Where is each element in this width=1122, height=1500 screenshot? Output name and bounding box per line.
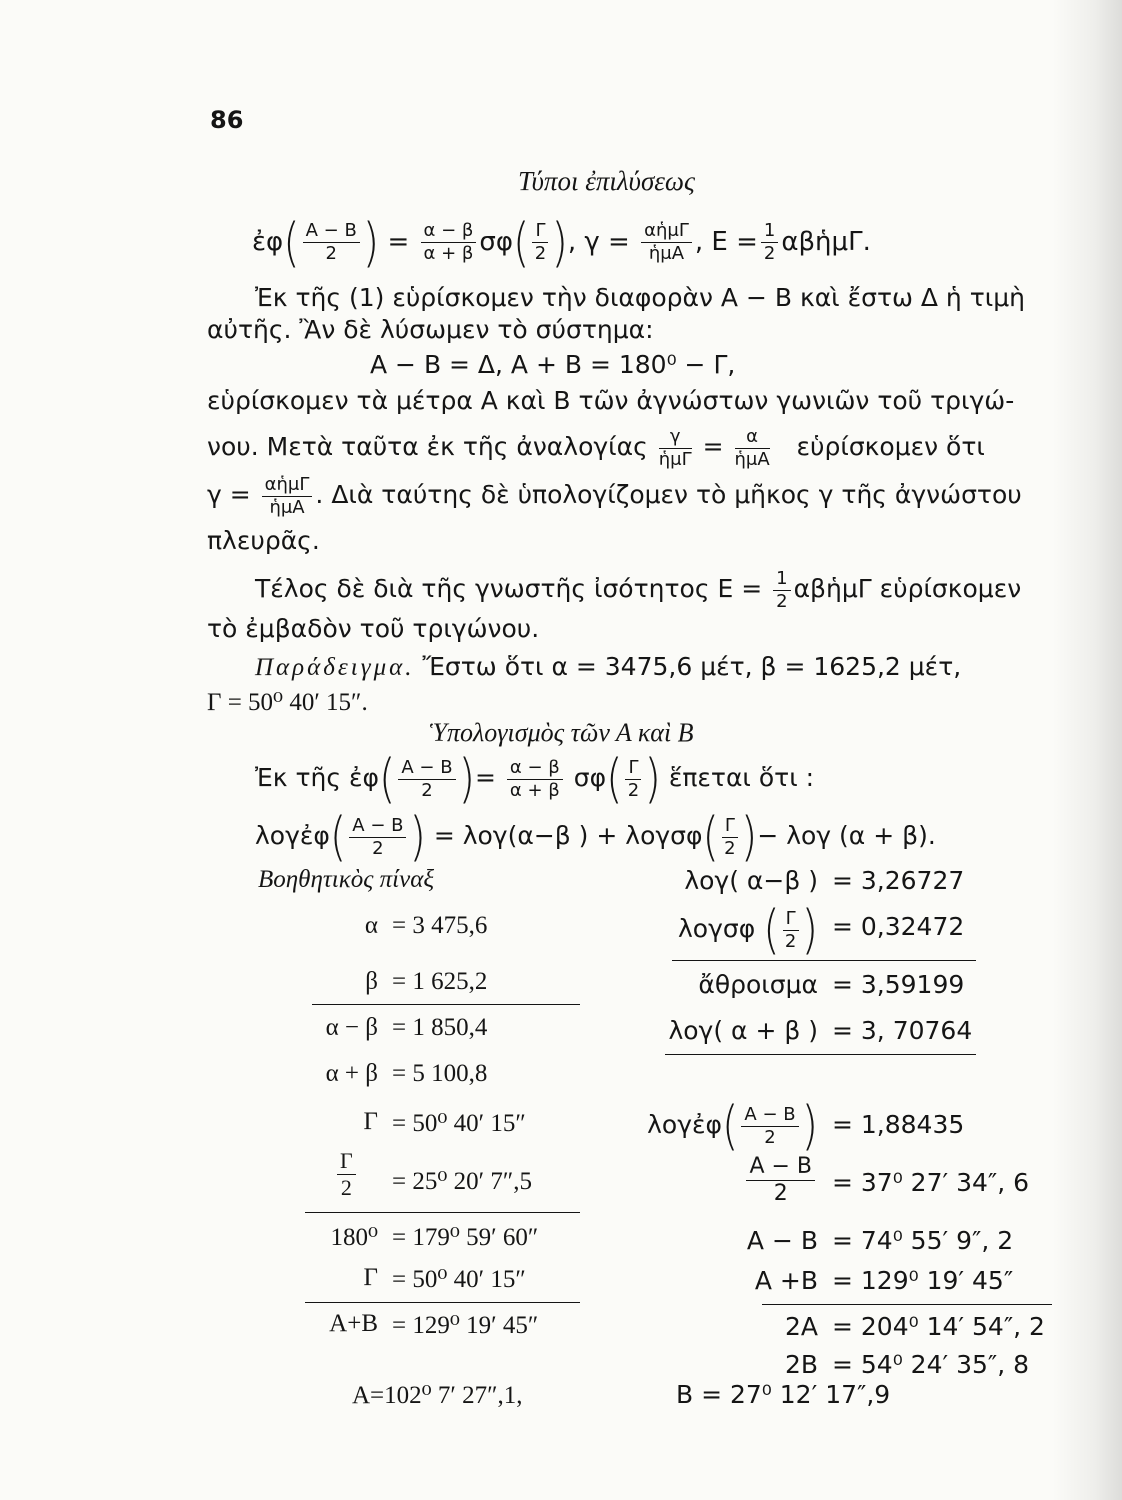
- fraction-denominator: ἡμΓ: [658, 448, 692, 470]
- line-text: ἕπεται ὅτι :: [668, 763, 815, 792]
- right-label-log-tan: [647, 1094, 818, 1156]
- paren-right: ): [362, 211, 380, 273]
- right-label: λογ( α−β ): [684, 866, 818, 895]
- fraction-denominator: 2: [325, 243, 337, 264]
- left-label-fraction: [334, 1150, 359, 1199]
- paren-left: (: [763, 898, 780, 960]
- para1-line6: πλευρᾶς.: [207, 526, 320, 555]
- area-lhs: , Ε =: [694, 227, 758, 257]
- fraction-denominator: ἡμΑ: [734, 448, 770, 470]
- fraction-denominator: α + β: [509, 779, 560, 801]
- right-label: λογ( α + β ): [668, 1016, 818, 1045]
- formula-line: [252, 212, 871, 272]
- right-value: = 129⁰ 19′ 45″: [832, 1266, 1014, 1295]
- right-label-fraction: [743, 1156, 818, 1205]
- right-value: = 74⁰ 55′ 9″, 2: [832, 1226, 1014, 1255]
- fraction-numerator: γ: [659, 428, 692, 449]
- fraction-half: [773, 567, 790, 612]
- fraction-diff-sum: [507, 756, 563, 801]
- fraction-diff-sum: [421, 222, 477, 263]
- para2-line2: τὸ ἐμβαδὸν τοῦ τριγώνου.: [207, 614, 540, 643]
- section-heading: Τύποι ἐπιλύσεως: [518, 166, 695, 196]
- fraction-gamma-half: [532, 222, 548, 263]
- fraction-denominator: 2: [776, 590, 788, 612]
- fraction-numerator: Γ: [337, 1150, 356, 1175]
- para1-line3: εὑρίσκομεν τὰ μέτρα Α καὶ Β τῶν ἀγνώστων γωνιῶν τοῦ τριγώ-: [207, 386, 1015, 415]
- right-value: = 3, 70764: [832, 1016, 973, 1045]
- paren-left: (: [606, 747, 623, 809]
- fraction-denominator: 2: [764, 1126, 776, 1148]
- log-tan-symbol: λογἐφ: [255, 821, 330, 850]
- paren-left: (: [513, 211, 530, 273]
- result-angle-A: Α=102⁰ 7′ 27″,1,: [352, 1382, 523, 1409]
- right-value: = 1,88435: [832, 1110, 965, 1139]
- line-text: Τέλος δὲ διὰ τῆς γνωστῆς ἰσότητος Ε =: [255, 574, 763, 603]
- ratio-gamma-sin: [658, 425, 692, 470]
- fraction-numerator: Α − Β: [398, 759, 455, 780]
- left-value: = 25⁰ 20′ 7″,5: [392, 1168, 533, 1195]
- fraction-numerator: Α − Β: [746, 1156, 815, 1181]
- left-value: = 3 475,6: [392, 912, 488, 939]
- para2-line1: [255, 562, 1021, 616]
- left-value: = 5 100,8: [392, 1060, 488, 1087]
- fraction-ab-half: [746, 1156, 815, 1205]
- left-label: α + β: [325, 1060, 378, 1087]
- cot-symbol: σφ: [479, 227, 514, 257]
- para1-line4: [207, 420, 985, 474]
- gamma-lhs: , γ =: [567, 227, 630, 257]
- divider-line: [305, 1212, 580, 1213]
- fraction-gamma: [262, 473, 313, 518]
- fraction-denominator: 2: [421, 779, 433, 801]
- right-value: = 37⁰ 27′ 34″, 6: [832, 1168, 1030, 1197]
- fraction-ab-half: [741, 1103, 798, 1148]
- right-label: Α +Β: [754, 1266, 818, 1295]
- left-value: = 129⁰ 19′ 45″: [392, 1312, 539, 1339]
- divider-line: [665, 1054, 976, 1055]
- paren-left: (: [283, 211, 300, 273]
- paren-right: ): [409, 805, 426, 867]
- fraction-numerator: Γ: [783, 910, 799, 931]
- left-value: = 1 625,2: [392, 968, 488, 995]
- fraction-gamma-half: [625, 756, 641, 801]
- paren-left: (: [702, 805, 719, 867]
- fraction-ab-half: [398, 756, 455, 801]
- page-number: 86: [210, 106, 244, 134]
- para1-line1: Ἐκ τῆς (1) εὑρίσκομεν τὴν διαφορὰν Α − Β καὶ ἔστω Δ ἡ τιμὴ: [255, 283, 1025, 312]
- calc-from-line: [255, 748, 814, 808]
- left-label: Α+Β: [329, 1310, 378, 1337]
- fraction-numerator: Γ: [722, 817, 738, 838]
- gamma-lhs: γ =: [207, 480, 251, 509]
- right-label: ἄθροισμα: [698, 970, 818, 999]
- fraction-ab-half: [303, 222, 360, 263]
- log-cot-symbol: λογσφ: [678, 914, 756, 943]
- tan-symbol: ἐφ: [252, 227, 284, 257]
- para1-line5: [207, 468, 1022, 522]
- fraction-half: [761, 222, 778, 263]
- left-label: β: [365, 968, 378, 995]
- fraction-denominator: ἡμΑ: [269, 496, 305, 518]
- paren-right: ): [740, 805, 758, 867]
- right-label: Α − Β: [746, 1226, 818, 1255]
- line-text: νου. Μετὰ ταῦτα ἐκ τῆς ἀναλογίας: [207, 432, 648, 461]
- divider-line: [305, 1302, 580, 1303]
- equals-sign: =: [387, 227, 410, 257]
- line-text: Ἐκ τῆς: [255, 763, 342, 792]
- page-edge-shadow: [1052, 0, 1122, 1500]
- line-text: − λογ (α + β).: [757, 821, 936, 850]
- para1-line2: αὐτῆς. Ἂν δὲ λύσωμεν τὸ σύστημα:: [207, 315, 654, 344]
- fraction-numerator: 1: [773, 570, 790, 591]
- line-text: Ἔστω ὅτι α = 3475,6 μέτ, β = 1625,2 μέτ,: [422, 652, 962, 681]
- cot-symbol: σφ: [573, 763, 607, 792]
- fraction-numerator: Γ: [625, 759, 641, 780]
- fraction-gamma-half: [783, 907, 799, 952]
- fraction-numerator: 1: [761, 222, 778, 243]
- paren-left: (: [329, 805, 347, 867]
- fraction-denominator: 2: [372, 837, 384, 859]
- right-value: = 3,26727: [832, 866, 965, 895]
- paren-right: ): [801, 898, 818, 960]
- divider-line: [312, 1004, 580, 1005]
- left-value: = 179⁰ 59′ 60″: [392, 1224, 539, 1251]
- right-value: = 3,59199: [832, 970, 965, 999]
- fraction-denominator: α + β: [423, 243, 474, 264]
- left-value: = 50⁰ 40′ 15″: [392, 1110, 526, 1137]
- left-label: Γ: [363, 1264, 378, 1291]
- divider-line: [762, 1304, 1052, 1305]
- fraction-numerator: α: [735, 428, 770, 449]
- equals-sign: =: [474, 763, 496, 792]
- divider-line: [672, 960, 976, 961]
- fraction-denominator: 2: [724, 837, 736, 859]
- log-tan-symbol: λογἐφ: [647, 1110, 723, 1139]
- aux-table-title: Βοηθητικὸς πίναξ: [258, 866, 435, 893]
- left-label: α − β: [325, 1014, 378, 1041]
- paren-right: ): [801, 1094, 818, 1156]
- left-label: α: [364, 912, 378, 939]
- right-label-log-cot: [678, 898, 818, 960]
- paren-right: ): [644, 747, 661, 809]
- left-label: Γ: [363, 1108, 378, 1135]
- paren-left: (: [722, 1094, 739, 1156]
- example-line1: [255, 652, 961, 682]
- ratio-alpha-sin: [734, 425, 770, 470]
- example-label: Παράδειγμα.: [255, 654, 415, 681]
- fraction-denominator: 2: [763, 243, 776, 264]
- system-equations: Α − Β = Δ, Α + Β = 180⁰ − Γ,: [370, 350, 736, 379]
- fraction-denominator: 2: [627, 779, 640, 801]
- area-rhs: αβἡμΓ.: [781, 227, 871, 257]
- fraction-numerator: Α − Β: [349, 817, 406, 838]
- fraction-numerator: Γ: [532, 222, 548, 243]
- fraction-denominator: ἡμΑ: [648, 243, 685, 264]
- fraction-denominator: 2: [784, 930, 797, 952]
- right-value: = 0,32472: [832, 912, 965, 941]
- fraction-numerator: Α − Β: [741, 1106, 798, 1127]
- right-label: 2Α: [784, 1312, 818, 1341]
- log-formula-line: [255, 806, 936, 866]
- fraction-denominator: 2: [340, 1175, 352, 1200]
- line-text: = λογ(α−β ) + λογσφ: [433, 821, 703, 850]
- left-value: = 50⁰ 40′ 15″: [392, 1266, 526, 1293]
- fraction-numerator: α − β: [507, 759, 563, 780]
- result-angle-B: Β = 27⁰ 12′ 17″,9: [676, 1380, 891, 1409]
- fraction-numerator: α − β: [421, 222, 477, 243]
- left-value: = 1 850,4: [392, 1014, 488, 1041]
- line-text: εὑρίσκομεν ὅτι: [796, 432, 985, 461]
- fraction-gamma-half: [337, 1150, 356, 1199]
- fraction-gamma-half: [722, 814, 738, 859]
- paren-left: (: [379, 747, 396, 809]
- calc-heading: Ὑπολογισμὸς τῶν Α καὶ Β: [430, 718, 694, 747]
- fraction-ab-half: [349, 814, 406, 859]
- line-text: . Διὰ ταύτης δὲ ὑπολογίζομεν τὸ μῆκος γ τῆς ἀγνώστου: [315, 480, 1022, 509]
- fraction-denominator: 2: [773, 1181, 788, 1206]
- example-line2: Γ = 50⁰ 40′ 15″.: [207, 689, 368, 716]
- right-label: 2Β: [784, 1350, 818, 1379]
- tan-symbol: ἐφ: [348, 763, 379, 792]
- equals-sign: =: [702, 432, 724, 461]
- fraction-denominator: 2: [534, 243, 547, 264]
- line-text: αβἡμΓ εὑρίσκομεν: [793, 574, 1022, 603]
- paren-right: ): [458, 747, 475, 809]
- left-label: 180⁰: [330, 1224, 378, 1251]
- right-value: = 204⁰ 14′ 54″, 2: [832, 1312, 1045, 1341]
- right-value: = 54⁰ 24′ 35″, 8: [832, 1350, 1030, 1379]
- fraction-numerator: Α − Β: [303, 222, 360, 243]
- fraction-numerator: αἡμΓ: [641, 222, 692, 243]
- paren-right: ): [551, 211, 568, 273]
- fraction-gamma: [641, 222, 692, 263]
- fraction-numerator: αἡμΓ: [262, 476, 313, 497]
